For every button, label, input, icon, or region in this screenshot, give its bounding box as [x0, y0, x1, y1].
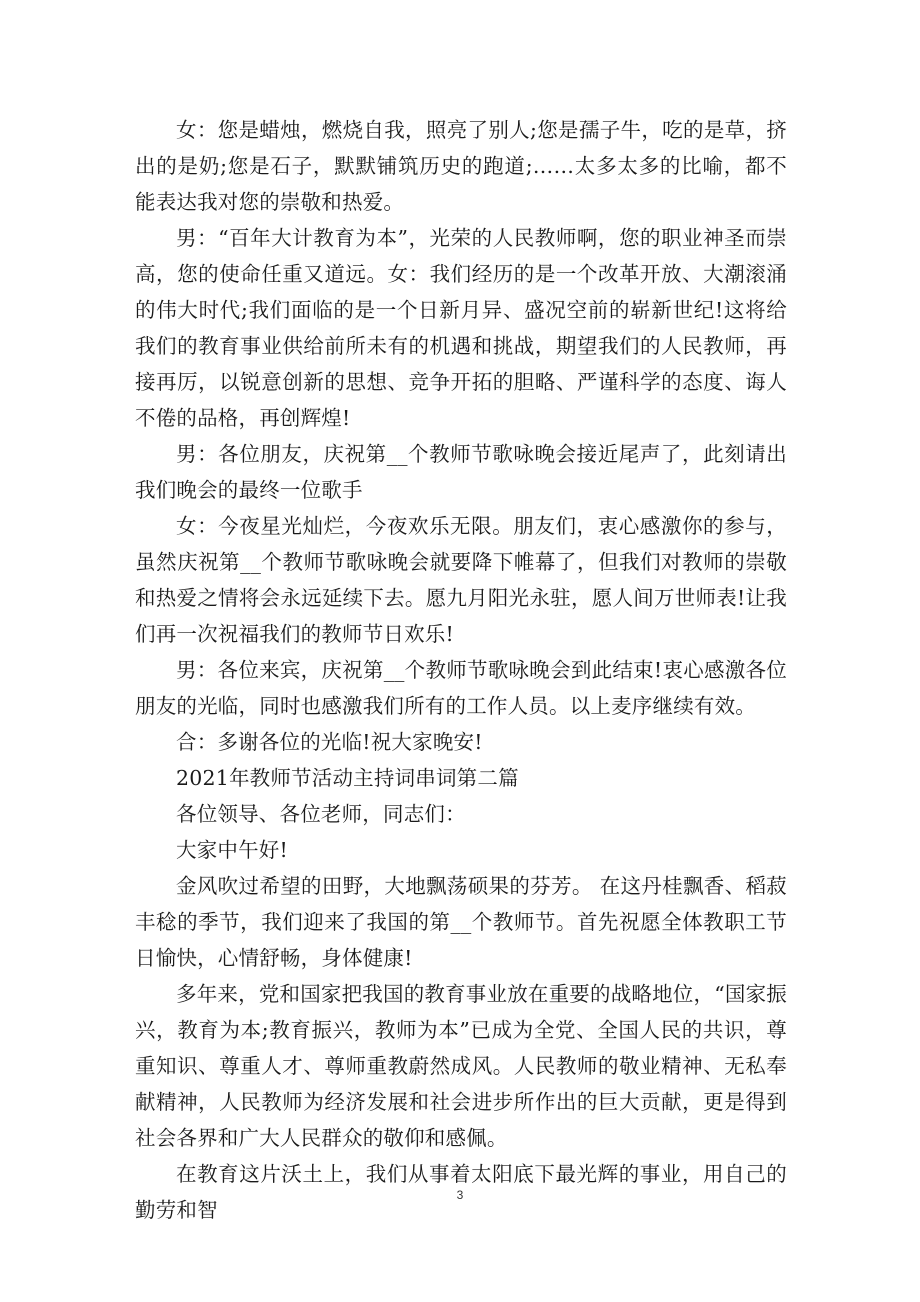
paragraph-4: 女：今夜星光灿烂，今夜欢乐无限。朋友们，衷心感激你的参与，虽然庆祝第__个教师节歌咏晚会就要降下帷幕了，但我们对教师的崇敬和热爱之情将会永远延续下去。愿九月阳光永驻，愿人间万世师表!让我们再一次祝福我们的教师节日欢乐!	[135, 514, 787, 646]
paragraph-11: 多年来，党和国家把我国的教育事业放在重要的战略地位，“国家振兴，教育为本;教育振兴，教师为本”已成为全党、全国人民的共识，尊重知识、尊重人才、尊师重教蔚然成风。人民教师的敬业精神、无私奉献精神，人民教师为经济发展和社会进步所作出的巨大贡献，更是得到社会各界和广大人民群众的敬仰和感佩。	[135, 982, 787, 1150]
greeting: 大家中午好!	[176, 838, 288, 862]
paragraph-6: 合：多谢各位的光临!祝大家晚安!	[176, 730, 483, 754]
paragraph-10: 金风吹过希望的田野，大地飘荡硕果的芬芳。 在这丹桂飘香、稻菽丰稔的季节，我们迎来了我国的第__个教师节。首先祝愿全体教职工节日愉快，心情舒畅，身体健康!	[135, 874, 787, 970]
document-body	[135, 112, 787, 1228]
page-number: 3	[456, 1188, 464, 1202]
paragraph-2: 男：“百年大计教育为本”，光荣的人民教师啊，您的职业神圣而崇高，您的使命任重又道远。女：我们经历的是一个改革开放、大潮滚涌的伟大时代;我们面临的是一个日新月异、盛况空前的崭新世纪!这将给我们的教育事业供给前所未有的机遇和挑战，期望我们的人民教师，再接再厉，以锐意创新的思想、竞争开拓的胆略、严谨科学的态度、诲人不倦的品格，再创辉煌!	[135, 226, 787, 430]
paragraph-12: 在教育这片沃土上，我们从事着太阳底下最光辉的事业，用自己的勤劳和智	[135, 1162, 787, 1222]
section-heading: 2021年教师节活动主持词串词第二篇	[176, 766, 519, 790]
salutation: 各位领导、各位老师，同志们：	[176, 802, 466, 826]
paragraph-1: 女：您是蜡烛，燃烧自我，照亮了别人;您是孺子牛，吃的是草，挤出的是奶;您是石子，默默铺筑历史的跑道;……太多太多的比喻，都不能表达我对您的崇敬和热爱。	[135, 118, 787, 214]
paragraph-3: 男：各位朋友，庆祝第__个教师节歌咏晚会接近尾声了，此刻请出我们晚会的最终一位歌手	[135, 442, 787, 502]
paragraph-5: 男：各位来宾，庆祝第__个教师节歌咏晚会到此结束!衷心感激各位朋友的光临，同时也感激我们所有的工作人员。以上麦序继续有效。	[135, 658, 787, 718]
